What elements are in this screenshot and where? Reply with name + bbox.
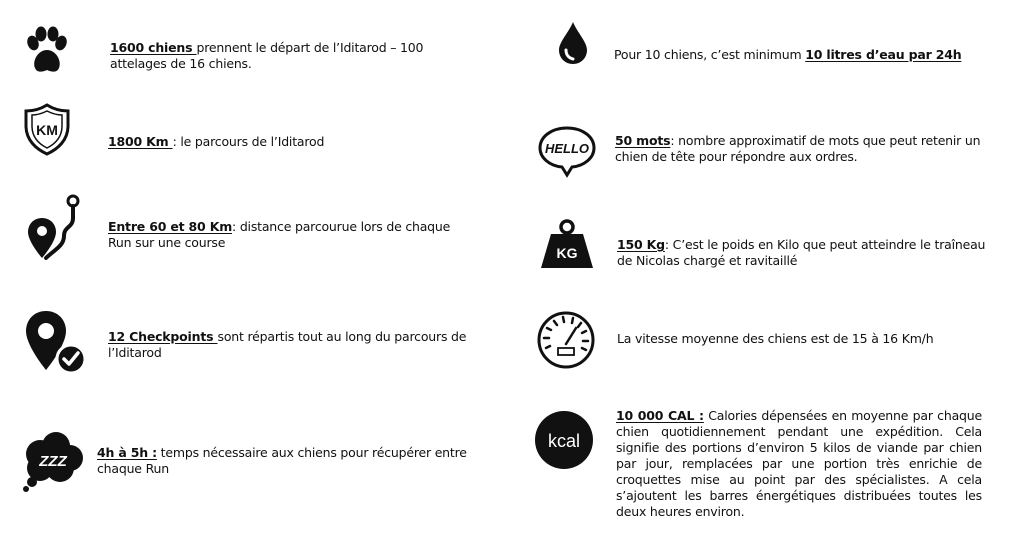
kcal-label: kcal [547, 431, 581, 451]
fact-description: : C’est le poids en Kilo que peut atteindre le traîneau de Nicolas chargé et ravitaillé [617, 237, 986, 268]
water-drop-icon [555, 20, 591, 66]
speedometer-icon [536, 310, 596, 370]
fact-highlight: 10 000 CAL : [616, 408, 704, 423]
km-shield-label: KM [36, 122, 58, 138]
fact-text [615, 133, 985, 165]
fact-description: : le parcours de l’Iditarod [172, 134, 325, 149]
fact-highlight: 12 Checkpoints [108, 329, 218, 344]
checkpoint-pin-icon [22, 308, 88, 376]
fact-description: : distance parcourue lors de chaque Run sur une course [108, 219, 451, 250]
fact-text [108, 329, 468, 361]
sleep-cloud-label: ZZZ [39, 453, 67, 470]
fact-description: sont répartis tout au long du parcours de l’Iditarod [108, 329, 467, 360]
fact-highlight: 50 mots [615, 133, 671, 148]
fact-description: : nombre approximatif de mots que peut retenir un chien de tête pour répondre aux ordres. [615, 133, 981, 164]
fact-highlight: 150 Kg [617, 237, 665, 252]
fact-highlight: 4h à 5h : [97, 445, 157, 460]
fact-highlight: 1800 Km [108, 134, 173, 149]
fact-text [110, 40, 440, 72]
weight-label: KG [556, 245, 578, 261]
fact-text [97, 445, 477, 477]
fact-prefix: Pour 10 chiens, c’est minimum [614, 47, 806, 62]
sleep-cloud-icon [20, 430, 86, 494]
kcal-icon [534, 410, 594, 470]
fact-text [617, 237, 987, 269]
route-pin-icon [24, 192, 84, 264]
hello-bubble-label: HELLO [544, 141, 590, 156]
km-shield-icon [22, 102, 72, 156]
fact-highlight: 1600 chiens [110, 40, 197, 55]
fact-text [108, 134, 438, 150]
hello-bubble-icon [536, 124, 598, 178]
weight-icon [537, 218, 597, 270]
fact-text [614, 47, 984, 63]
fact-highlight: Entre 60 et 80 Km [108, 219, 233, 234]
fact-highlight: 10 litres d’eau par 24h [805, 47, 962, 62]
fact-description: temps nécessaire aux chiens pour récupérer entre chaque Run [97, 445, 467, 476]
fact-text [617, 331, 987, 347]
fact-description: Calories dépensées en moyenne par chaque chien quotidiennement pendant une expédition. Cela signifie des portions d’environ 5 kilos de viande par chien par jour, remplacées par une portion très enrichie de croquettes mise au point par des spécialistes. A cela s’ajoutent les barres énergétiques distribuées toutes les deux heures environ. [616, 408, 982, 519]
fact-text [108, 219, 470, 251]
fact-description: prennent le départ de l’Iditarod – 100 attelages de 16 chiens. [110, 40, 424, 71]
fact-description: La vitesse moyenne des chiens est de 15 à 16 Km/h [617, 331, 934, 346]
paw-icon [24, 26, 70, 76]
fact-text [616, 408, 982, 520]
